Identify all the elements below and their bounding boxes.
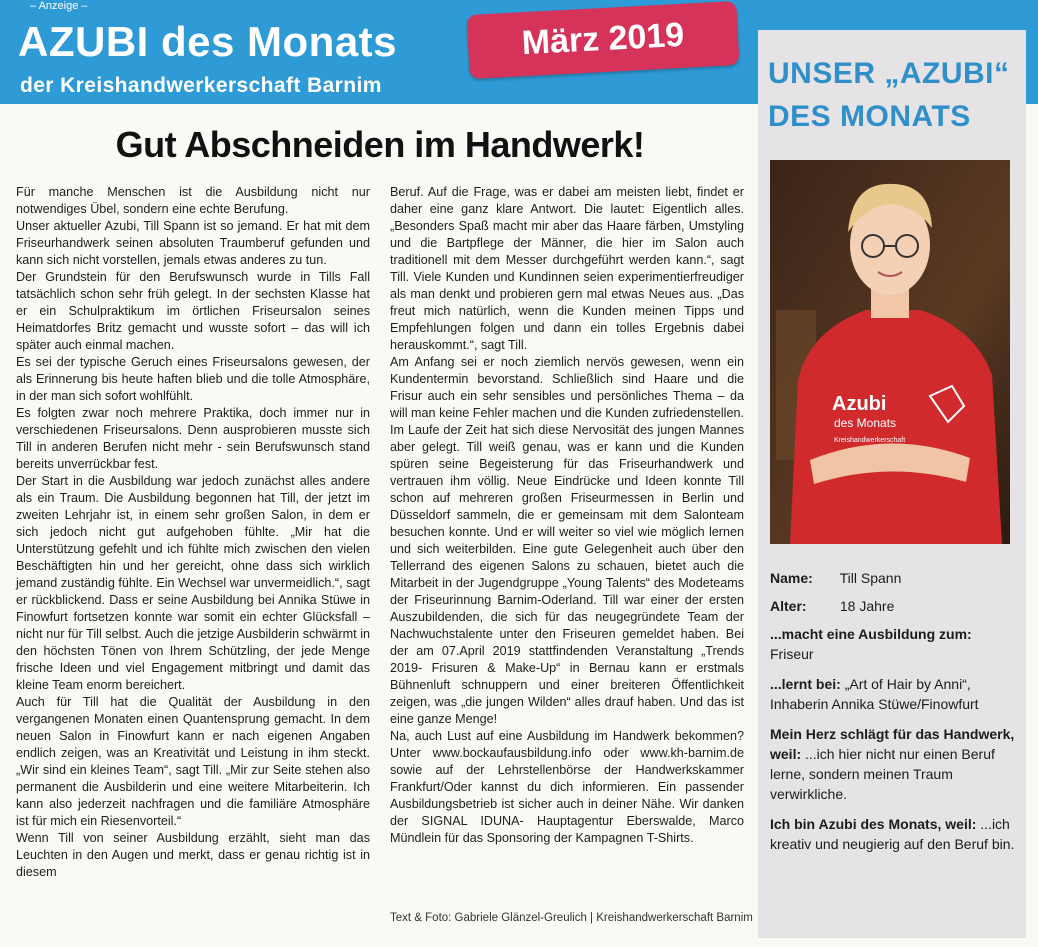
heart-value: ...ich hier nicht nur einen Beruf lerne, sondern meinen Traum verwirkliche. <box>770 746 995 802</box>
heart-label: Mein Herz schlägt für das Handwerk, weil: <box>770 726 1015 762</box>
paragraph: Der Grundstein für den Berufswunsch wurde in Tills Fall tatsächlich schon sehr früh gelegt. In der sechsten Klasse hat er ein Schulpraktikum im örtlichen Friseursalon seines Heimatdorfes Britz gemacht und wusste sofort – das will ich später auch einmal machen. <box>16 270 370 352</box>
paragraph: Auch für Till hat die Qualität der Ausbildung in den vergangenen Monaten einen Quantensprung gemacht. In dem neuen Salon in Finowfurt kann er nach eigenen Angaben endlich zeigen, was an Kreativität und Leistung in ihm steckt. „Wir sind ein kleines Team“, sagt Till. „Mir zur Seite stehen also permanent die Ausbilderin und eine weitere Mitarbeiterin. Ich kann also jederzeit nachfragen und die familiäre Atmosphäre ist für mich ein Riesenvorteil.“ <box>16 695 370 828</box>
azubi-value: ...ich kreativ und neugierig auf den Beruf bin. <box>770 816 1015 852</box>
article-headline: Gut Abschneiden im Handwerk! <box>115 124 645 165</box>
shirt-text: Azubi <box>832 393 887 415</box>
sidebar-title-line1: UNSER „AZUBI“ <box>768 57 1010 90</box>
profile-sidebar <box>758 30 1026 938</box>
training-label: ...macht eine Ausbildung zum: <box>770 626 972 642</box>
page-subtitle: der Kreishandwerkerschaft Barnim <box>20 74 382 97</box>
portrait-photo <box>770 160 1010 544</box>
learns-block <box>770 674 1020 714</box>
age-label: Alter: <box>770 598 807 614</box>
sidebar-title <box>768 52 1026 138</box>
paragraph: Es folgten zwar noch mehrere Praktika, doch immer nur in verschiedenen Friseursalons. Denn ausprobieren musste sich Till in anderen Berufen nicht mehr - sein Berufswunsch stand bereits unverrückbar fest. <box>16 406 370 471</box>
training-block <box>770 624 1020 664</box>
name-label: Name: <box>770 570 813 586</box>
article-column-1 <box>16 184 370 881</box>
age-value: 18 Jahre <box>839 598 895 614</box>
paragraph: Beruf. Auf die Frage, was er dabei am meisten liebt, findet er daher eine ganz klare Antwort. Die lautet: Eigentlich alles. „Besonders Spaß macht mir aber das Haare färben, Umstyling und die Bartpflege der Männer, die hier im Salon auch traditionell mit dem Messer durchgeführt werden kann.“, sagt Till. Viele Kunden und Kundinnen seien experimentierfreudiger als man denkt und probieren gern mal etwas Neues aus. „Das freut mich natürlich, wenn die Kunden meinen Tipps und Empfehlungen folgen und dann ein tolles Ergebnis dabei herauskommt.“, sagt Till. <box>390 185 744 352</box>
paragraph: Na, auch Lust auf eine Ausbildung im Handwerk bekommen? Unter www.bockaufausbildung.info oder www.kh-barnim.de sowie auf der Lehrstellenbörse der Handwerkskammer Frankfurt/Oder kannst du dich informieren. Ein passender Ausbildungsbetrieb ist sicher auch in deiner Nähe. Wir danken der SIGNAL IDUNA- Hauptagentur Eberswalde, Marco Mündlein für das Sponsoring der Kampagnen T-Shirts. <box>390 729 744 845</box>
profile-facts <box>770 568 1020 864</box>
paragraph: Unser aktueller Azubi, Till Spann ist so jemand. Er hat mit dem Friseurhandwerk seinen absoluten Traumberuf gefunden und kann sich nicht vorstellen, jemals etwas anderes zu tun. <box>16 219 370 267</box>
paragraph: Wenn Till von seiner Ausbildung erzählt, sieht man das Leuchten in den Augen und merkt, dass er genau richtig ist in diesem <box>16 831 370 879</box>
sidebar-title-line2: DES MONATS <box>768 100 971 133</box>
paragraph: Der Start in die Ausbildung war jedoch zunächst alles andere als ein Traum. Die Ausbildung begonnen hat Till, der jetzt im zweiten Lehrjahr ist, in einem sehr großen Salon, in dem er sich jedoch nicht gut aufgehoben fühlte. „Mir hat die Unterstützung gefehlt und ich fühlte mich zwischen den vielen Beschäftigten hin und her gereicht, ohne dass sich wirklich jemand zuständig fühlte. Ein Wechsel war unvermeidlich.“, sagt er rückblickend. Dass er seine Ausbildung bei Annika Stüwe in Finowfurt fortsetzen konnte war somit ein echter Glücksfall – nicht nur für Till selbst. Auch die jetzige Ausbilderin schwärmt in den höchsten Tönen von Ihrem Schützling, der jede Menge frische Ideen und viel Engagement mitbringt und damit das kleine Team enorm bereichert. <box>16 474 370 692</box>
photo-credit: Text & Foto: Gabriele Glänzel-Greulich | Kreishandwerkerschaft Barnim <box>390 912 753 924</box>
learns-label: ...lernt bei: <box>770 676 841 692</box>
training-value: Friseur <box>770 646 814 662</box>
learns-value: „Art of Hair by Anni“, Inhaberin Annika Stüwe/Finowfurt <box>770 676 979 712</box>
age-row <box>770 596 1020 616</box>
article-column-2 <box>390 184 744 847</box>
heart-block <box>770 724 1020 804</box>
ad-label: – Anzeige – <box>30 0 88 12</box>
shirt-text: des Monats <box>834 416 897 430</box>
azubi-block <box>770 814 1020 854</box>
paragraph: Am Anfang sei er noch ziemlich nervös gewesen, wenn ein Kundentermin bevorstand. Schließlich sind Haare und die Frisur auch ein sehr sensibles und persönliches Thema – da will man keine Fehler machen und die Kunden zufriedenstellen. Im Laufe der Zeit hat sich diese Nervosität des jungen Mannes aber gelegt. Till weiß genau, was er kann und die Kunden spüren seine Begeisterung für das Friseurhandwerk und vertrauen ihm völlig. Neue Eindrücke und Ideen konnte Till schon auf mehreren großen Friseurmessen in Berlin und Düsseldorf sammeln, die er gemeinsam mit dem Salonteam besuchen konnte. Und er will weiter so viel wie möglich lernen und sich weiterbilden. Eine gute Gelegenheit auch über den Tellerrand des eigenen Salons zu schauen, bietet auch die Mitarbeit in der Jugendgruppe „Young Talents“ des Modeteams der Friseurinnung Barnim-Oderland. Till war einer der ersten Auszubildenden, die sich für das neugegründete Team der Nachwuchstalente unter den Friseuren gemeldet haben. Bei der am 07.April 2019 stattfindenden Veranstaltung „Trends 2019- Frisuren & Make-Up“ in Bernau kann er erstmals Bühnenluft schnuppern und einer breiteren Öffentlichkeit zeigen, was „die jungen Wilden“ alles drauf haben. Und das ist eine ganze Menge! <box>390 355 744 726</box>
page-title: AZUBI des Monats <box>18 18 398 65</box>
shirt-text: Kreishandwerkerschaft <box>834 437 906 444</box>
name-value: Till Spann <box>839 570 902 586</box>
name-row <box>770 568 1020 588</box>
azubi-label: Ich bin Azubi des Monats, weil: <box>770 816 977 832</box>
paragraph: Es sei der typische Geruch eines Friseursalons gewesen, der als Erinnerung bis heute haften blieb und die tolle Atmosphäre, in der man sich sofort wohlfühlt. <box>16 355 370 403</box>
paragraph: Für manche Menschen ist die Ausbildung nicht nur notwendiges Übel, sondern eine echte Berufung. <box>16 185 370 216</box>
date-badge-text: März 2019 <box>520 15 686 63</box>
